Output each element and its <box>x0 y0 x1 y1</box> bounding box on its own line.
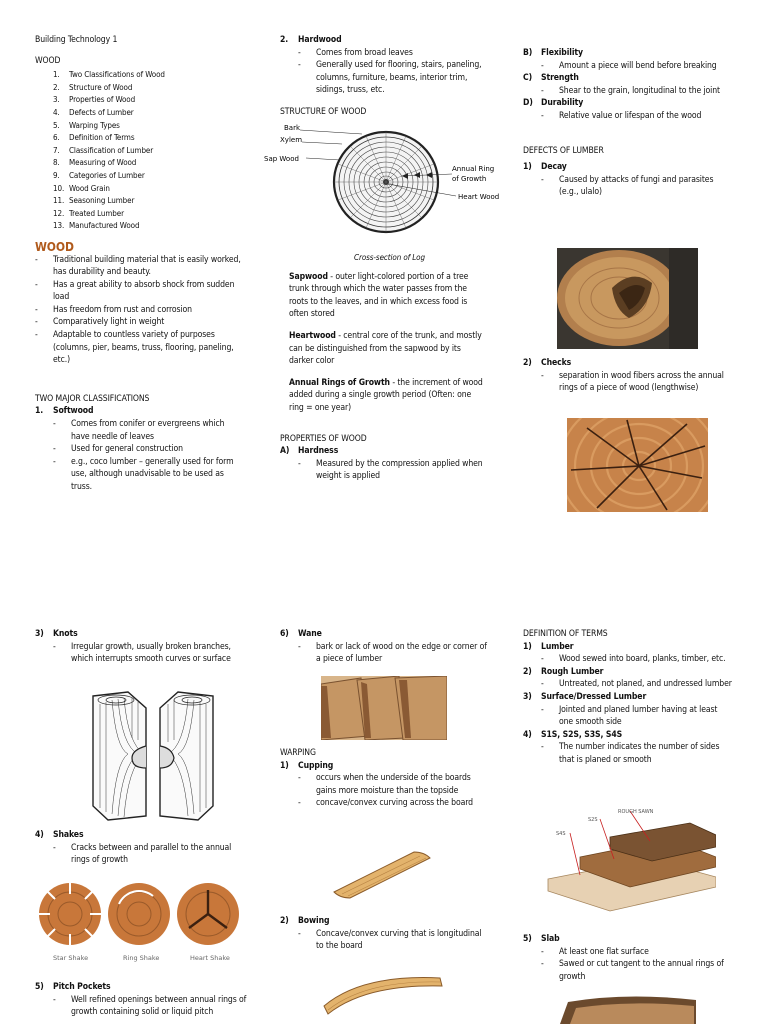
bowing-block <box>280 915 490 953</box>
label-sapwood: Sap Wood <box>264 155 299 163</box>
toc-item <box>35 157 245 170</box>
toc-item-label: Definition of Terms <box>69 133 135 143</box>
toc-item-number: 12. <box>53 208 65 218</box>
sapwood-definition: Sapwood - outer light-colored portion of a tree trunk through which the water passes from the roots to the leaves, and in which excess food is often stored <box>289 271 469 320</box>
warping-block <box>280 747 490 810</box>
definition-number: 4) <box>523 729 532 740</box>
softwood-bullet: - Comes from conifer or evergreens which have needle of leaves <box>35 418 245 443</box>
properties-heading: PROPERTIES OF WOOD <box>280 433 367 444</box>
toc-item <box>35 82 245 95</box>
toc-item <box>35 120 245 133</box>
softwood-bullet: - Used for general construction <box>35 443 245 456</box>
warping-heading: WARPING <box>280 748 316 758</box>
toc-item-label: Structure of Wood <box>69 82 133 92</box>
toc-item-number: 8. <box>53 158 60 168</box>
column-top-left <box>35 34 245 494</box>
table-of-contents <box>35 69 245 233</box>
slab-heading: 5) Slab <box>523 934 560 944</box>
slab-description-1: - At least one flat surface <box>523 946 733 959</box>
document-title: Building Technology 1 <box>35 35 118 45</box>
bowing-heading: 2) Bowing <box>280 916 330 926</box>
property-letter: A) <box>280 446 290 457</box>
hardwood-bullet: - Comes from broad leaves <box>280 47 485 60</box>
toc-item-number: 6. <box>53 133 60 143</box>
label-heartwood: Heart Wood <box>458 193 500 201</box>
toc-item-label: Treated Lumber <box>69 208 124 218</box>
log-rings <box>334 132 438 232</box>
toc-item <box>35 145 245 158</box>
property-name: Strength <box>541 73 579 84</box>
property-name: Durability <box>541 98 584 109</box>
ring-shake-label: Ring Shake <box>123 954 160 962</box>
toc-item <box>35 220 245 233</box>
definition-description: - Jointed and planed lumber having at least one smooth side <box>523 704 733 729</box>
property-description: - Relative value or lifespan of the wood <box>523 110 733 123</box>
toc-item-number: 1. <box>53 70 60 80</box>
toc-item-label: Warping Types <box>69 120 120 130</box>
checks-photo <box>567 418 708 512</box>
pitch-pockets-block <box>35 981 250 1019</box>
toc-item <box>35 183 245 196</box>
property-heading <box>523 47 733 60</box>
column-top-middle-lower <box>280 252 485 483</box>
wood-bullet: - Adaptable to countless variety of purposes (columns, pier, beams, truss, flooring, paneling, etc.) <box>35 329 245 367</box>
definition-term <box>523 691 733 704</box>
toc-item-label: Defects of Lumber <box>69 107 134 117</box>
wane-description: - bark or lack of wood on the edge or corner of a piece of lumber <box>280 641 490 666</box>
definition-name: Surface/Dressed Lumber <box>541 691 647 702</box>
log-cross-section-diagram <box>262 118 502 258</box>
definition-name: S1S, S2S, S3S, S4S <box>541 729 623 740</box>
wood-bullets <box>35 254 245 367</box>
wood-bullet: - Has a great ability to absorb shock from sudden load <box>35 279 245 304</box>
heart-shake-icon <box>177 883 239 945</box>
star-shake-label: Star Shake <box>53 954 89 962</box>
slab-description-2: - Sawed or cut tangent to the annual rings of growth <box>523 958 733 983</box>
hardwood-bullet: - Generally used for flooring, stairs, paneling, columns, furniture, beams, interior trim, sidings, truss, etc. <box>280 59 485 97</box>
definition-description: - Wood sewed into board, planks, timber, etc. <box>523 653 733 666</box>
wane-block <box>280 628 490 666</box>
toc-item-label: Categories of Lumber <box>69 170 145 180</box>
wood-bullet: - Has freedom from rust and corrosion <box>35 304 245 317</box>
toc-item <box>35 69 245 82</box>
shakes-description: - Cracks between and parallel to the annual rings of growth <box>35 842 245 867</box>
definitions-list <box>523 641 733 767</box>
property-description: - Amount a piece will bend before breaking <box>523 60 733 73</box>
toc-item <box>35 208 245 221</box>
softwood-heading: 1. Softwood <box>35 406 94 417</box>
knots-drawing <box>88 688 218 823</box>
toc-item-label: Properties of Wood <box>69 95 136 105</box>
annual-rings-definition: Annual Rings of Growth - the increment of wood added during a single growth period (Often: one ring = one year) <box>289 377 483 413</box>
property-description: - Shear to the grain, longitudinal to the joint <box>523 85 733 98</box>
toc-item <box>35 107 245 120</box>
toc-item-number: 4. <box>53 107 60 117</box>
toc-item-number: 5. <box>53 120 60 130</box>
property-hardness <box>280 445 485 483</box>
definitions-heading: DEFINITION OF TERMS <box>523 629 608 639</box>
toc-item-label: Measuring of Wood <box>69 158 137 168</box>
hardwood-heading: 2. Hardwood <box>280 35 342 45</box>
checks-heading: 2) Checks <box>523 358 572 368</box>
cupping-board-drawing <box>328 846 438 902</box>
shakes-drawing <box>35 880 245 964</box>
column-top-middle <box>280 34 485 119</box>
wane-photo <box>321 676 447 740</box>
definition-number: 3) <box>523 691 532 702</box>
toc-item-number: 3. <box>53 95 60 105</box>
defects-heading: DEFECTS OF LUMBER <box>523 145 604 156</box>
pitch-pockets-description: - Well refined openings between annual rings of growth containing solid or liquid pitch <box>35 994 250 1019</box>
toc-heading: WOOD <box>35 55 61 66</box>
definition-number: 2) <box>523 666 532 677</box>
definition-term <box>523 641 733 654</box>
cupping-description-1: - occurs when the underside of the boards gains more moisture than the topside <box>280 772 490 797</box>
softwood-bullets <box>35 418 245 494</box>
dressed-lumber-photo <box>540 805 716 913</box>
wood-bullet: - Comparatively light in weight <box>35 316 245 329</box>
toc-item-number: 11. <box>53 196 65 206</box>
toc-item-number: 9. <box>53 170 60 180</box>
toc-item <box>35 132 245 145</box>
label-annual-ring-1: Annual Ring <box>452 165 495 173</box>
toc-item-label: Classification of Lumber <box>69 145 154 155</box>
star-shake-icon <box>39 883 101 945</box>
label-xylem: Xylem <box>280 136 303 144</box>
definition-description: - Untreated, not planed, and undressed lumber <box>523 678 733 691</box>
bowing-description: - Concave/convex curving that is longitudinal to the board <box>280 928 490 953</box>
structure-heading: STRUCTURE OF WOOD <box>280 106 367 117</box>
property-letter: B) <box>523 48 533 58</box>
properties-list <box>523 47 733 123</box>
property-name: Hardness <box>298 446 339 457</box>
softwood-bullet: - e.g., coco lumber – generally used for form use, although unadvisable to be used as truss. <box>35 456 245 494</box>
diagram-caption: Cross-section of Log <box>354 253 425 262</box>
cupping-description-2: - concave/convex curving across the board <box>280 797 490 810</box>
property-name: Flexibility <box>541 48 583 58</box>
two-major-heading: TWO MAJOR CLASSIFICATIONS <box>35 393 150 404</box>
cupping-heading: 1) Cupping <box>280 760 334 771</box>
property-heading <box>280 445 485 458</box>
label-annual-ring-2: of Growth <box>452 175 487 183</box>
knots-description: - Irregular growth, usually broken branches, which interrupts smooth curves or surface <box>35 641 245 666</box>
property-letter: D) <box>523 98 533 109</box>
definition-term <box>523 666 733 679</box>
s4s-label: S4S <box>556 831 566 837</box>
property-description: - Measured by the compression applied when weight is applied <box>280 458 485 483</box>
toc-item <box>35 170 245 183</box>
bowing-board-drawing <box>322 964 446 1020</box>
knots-block <box>35 628 245 666</box>
pitch-pockets-heading: 5) Pitch Pockets <box>35 982 111 992</box>
checks-description: - separation in wood fibers across the annual rings of a piece of wood (lengthwise) <box>523 370 733 395</box>
decay-description: - Caused by attacks of fungi and parasites (e.g., ulalo) <box>523 174 733 199</box>
slab-block <box>523 933 733 983</box>
label-bark: Bark <box>284 124 301 132</box>
toc-item-number: 13. <box>53 221 65 231</box>
slab-photo <box>556 992 698 1024</box>
checks-block <box>523 357 733 395</box>
toc-item <box>35 94 245 107</box>
toc-item-label: Wood Grain <box>69 183 110 193</box>
decay-photo <box>557 248 698 349</box>
toc-item-label: Two Classifications of Wood <box>69 70 165 80</box>
toc-item-label: Seasoning Lumber <box>69 196 135 206</box>
property-heading <box>523 72 733 85</box>
definition-name: Lumber <box>541 641 574 652</box>
s2s-label: S2S <box>588 817 598 823</box>
definition-term <box>523 729 733 742</box>
toc-item-number: 10. <box>53 183 65 193</box>
wood-heading: WOOD <box>35 239 74 254</box>
shakes-block <box>35 829 245 867</box>
property-heading <box>523 97 733 110</box>
column-top-right <box>523 47 733 199</box>
ring-shake-icon <box>108 883 170 945</box>
wood-bullet: - Traditional building material that is easily worked, has durability and beauty. <box>35 254 245 279</box>
hardwood-bullets <box>280 47 485 97</box>
shakes-heading: 4) Shakes <box>35 830 84 840</box>
toc-item-number: 2. <box>53 82 60 92</box>
definition-number: 1) <box>523 641 532 652</box>
rough-sawn-label: ROUGH SAWN <box>618 809 654 815</box>
toc-item-number: 7. <box>53 145 60 155</box>
toc-item-label: Manufactured Wood <box>69 221 140 231</box>
wane-heading: 6) Wane <box>280 629 322 639</box>
decay-heading: 1) Decay <box>523 162 567 173</box>
heartwood-definition: Heartwood - central core of the trunk, and mostly can be distinguished from the sapwood by its darker color <box>289 330 482 367</box>
definition-name: Rough Lumber <box>541 666 604 677</box>
toc-item <box>35 195 245 208</box>
definitions-block <box>523 628 733 767</box>
knots-heading: 3) Knots <box>35 629 78 639</box>
definition-description: - The number indicates the number of sides that is planed or smooth <box>523 741 733 766</box>
heart-shake-label: Heart Shake <box>190 954 230 962</box>
property-letter: C) <box>523 73 533 84</box>
